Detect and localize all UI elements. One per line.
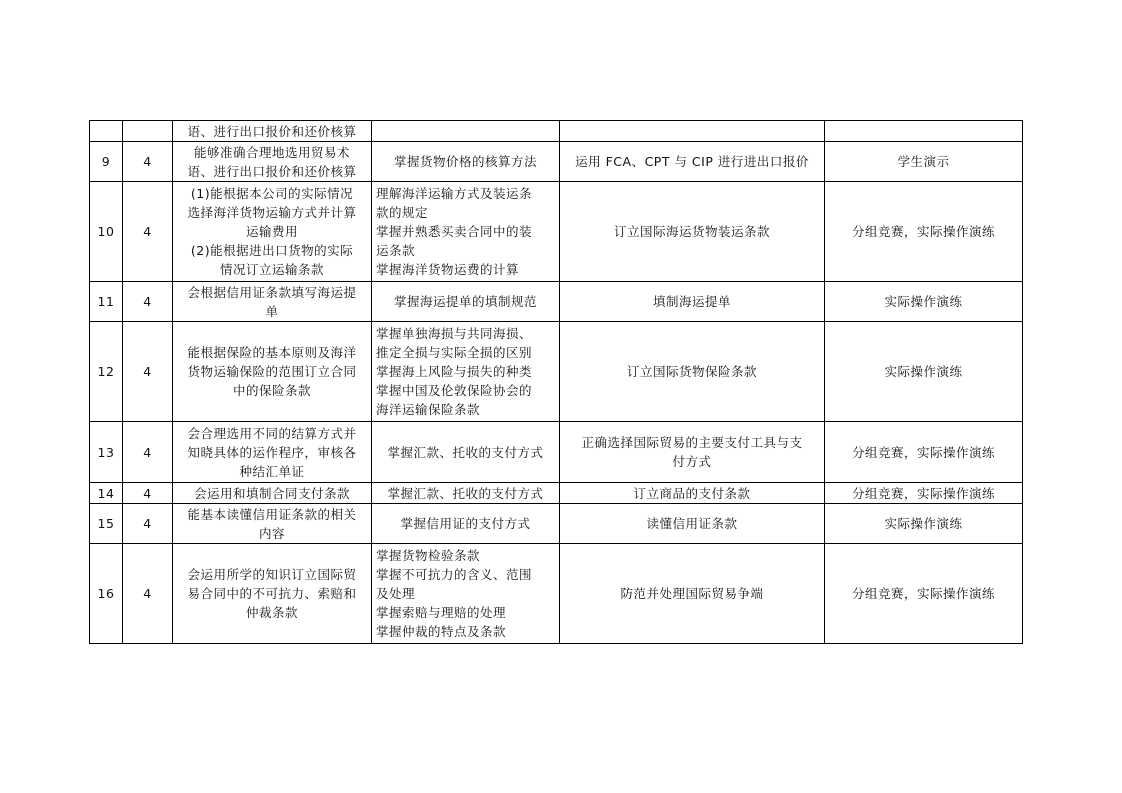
- knowledge-line: 运条款: [376, 243, 416, 258]
- method-cell: [825, 322, 1023, 422]
- project-line: 付方式: [672, 454, 712, 469]
- row-number: [90, 121, 123, 142]
- ability-line: 语、进行出口报价和还价核算: [187, 123, 357, 139]
- row-number: 15: [90, 504, 123, 544]
- ability-line: 能根据保险的基本原则及海洋: [187, 345, 357, 360]
- method-cell: [825, 483, 1023, 504]
- project-line: 订立国际海运货物装运条款: [613, 224, 770, 239]
- knowledge-cell: [372, 282, 560, 322]
- ability-line: (1)能根据本公司的实际情况: [190, 186, 354, 201]
- knowledge-cell: [372, 422, 560, 483]
- ability-line: (2)能根据进出口货物的实际: [190, 243, 354, 258]
- knowledge-line: 理解海洋运输方式及装运条: [376, 186, 533, 201]
- ability-line: 能基本读懂信用证条款的相关: [187, 506, 357, 522]
- method-line: 实际操作演练: [884, 294, 963, 309]
- ability-cell: [173, 544, 372, 644]
- method-line: 分组竞赛，实际操作演练: [851, 444, 995, 460]
- ability-line: 情况订立运输条款: [219, 262, 324, 277]
- table-row: [90, 121, 1023, 142]
- ability-cell: [173, 282, 372, 322]
- method-line: 分组竞赛，实际操作演练: [851, 586, 995, 601]
- knowledge-line: 掌握中国及伦敦保险协会的: [376, 383, 533, 398]
- ability-line: 运输费用: [245, 224, 298, 239]
- project-cell: [560, 483, 825, 504]
- ability-line: 会根据信用证条款填写海运提: [187, 284, 357, 300]
- ability-cell: [173, 483, 372, 504]
- knowledge-line: 掌握汇款、托收的支付方式: [387, 485, 544, 501]
- ability-cell: [173, 121, 372, 142]
- row-hours: 4: [123, 322, 173, 422]
- project-line: 填制海运提单: [652, 294, 731, 309]
- ability-line: 易合同中的不可抗力、索赔和: [187, 586, 357, 601]
- knowledge-line: 掌握索赔与理赔的处理: [376, 605, 507, 620]
- project-cell: [560, 544, 825, 644]
- method-line: 分组竞赛，实际操作演练: [851, 224, 995, 239]
- ability-line: 会合理选用不同的结算方式并: [187, 425, 357, 441]
- knowledge-cell: [372, 182, 560, 282]
- table-row: [90, 142, 1023, 182]
- table-row: [90, 504, 1023, 544]
- row-hours: 4: [123, 422, 173, 483]
- ability-line: 选择海洋货物运输方式并计算: [187, 205, 357, 220]
- knowledge-line: 掌握货物检验条款: [376, 548, 481, 563]
- project-line: 订立国际货物保险条款: [626, 364, 757, 379]
- ability-line: 能够准确合理地选用贸易术: [193, 144, 350, 160]
- ability-line: 会运用所学的知识订立国际贸: [187, 567, 357, 582]
- project-line: 订立商品的支付条款: [633, 485, 751, 501]
- knowledge-cell: [372, 121, 560, 142]
- project-cell: [560, 322, 825, 422]
- method-line: 实际操作演练: [884, 364, 963, 379]
- knowledge-line: 掌握不可抗力的含义、范围: [376, 567, 533, 582]
- ability-cell: [173, 142, 372, 182]
- row-hours: 4: [123, 182, 173, 282]
- knowledge-line: 掌握仲裁的特点及条款: [376, 624, 507, 639]
- project-line: 读懂信用证条款: [646, 516, 738, 531]
- row-hours: 4: [123, 142, 173, 182]
- knowledge-line: 掌握汇款、托收的支付方式: [387, 444, 544, 460]
- ability-cell: [173, 422, 372, 483]
- knowledge-line: 掌握海运提单的填制规范: [393, 294, 537, 309]
- table-row: [90, 322, 1023, 422]
- row-number: 16: [90, 544, 123, 644]
- table-row: [90, 544, 1023, 644]
- project-cell: [560, 182, 825, 282]
- project-cell: [560, 422, 825, 483]
- row-hours: 4: [123, 504, 173, 544]
- ability-line: 内容: [258, 525, 285, 541]
- row-hours: 4: [123, 544, 173, 644]
- ability-line: 单: [265, 303, 279, 319]
- table-row: [90, 483, 1023, 504]
- ability-line: 语、进行出口报价和还价核算: [187, 163, 357, 179]
- project-line: 防范并处理国际贸易争端: [620, 586, 764, 601]
- ability-line: 会运用和填制合同支付条款: [193, 485, 350, 501]
- row-hours: 4: [123, 282, 173, 322]
- knowledge-cell: [372, 483, 560, 504]
- row-number: 14: [90, 483, 123, 504]
- table-row: [90, 282, 1023, 322]
- row-number: 12: [90, 322, 123, 422]
- knowledge-line: 掌握单独海损与共同海损、: [376, 326, 533, 341]
- method-cell: [825, 422, 1023, 483]
- row-number: 13: [90, 422, 123, 483]
- knowledge-line: 掌握并熟悉买卖合同中的装: [376, 224, 533, 239]
- ability-line: 中的保险条款: [232, 383, 311, 398]
- method-cell: [825, 282, 1023, 322]
- row-number: 9: [90, 142, 123, 182]
- teaching-plan-table: [89, 120, 1023, 644]
- method-cell: [825, 544, 1023, 644]
- knowledge-line: 推定全损与实际全损的区别: [376, 345, 533, 360]
- ability-line: 仲裁条款: [245, 605, 298, 620]
- knowledge-cell: [372, 142, 560, 182]
- method-cell: [825, 121, 1023, 142]
- method-line: 分组竞赛，实际操作演练: [851, 485, 995, 501]
- knowledge-cell: [372, 544, 560, 644]
- row-hours: [123, 121, 173, 142]
- method-line: 实际操作演练: [884, 516, 963, 531]
- project-line: 运用 FCA、CPT 与 CIP 进行进出口报价: [575, 154, 809, 169]
- method-cell: [825, 182, 1023, 282]
- method-cell: [825, 504, 1023, 544]
- project-line: 正确选择国际贸易的主要支付工具与支: [581, 435, 803, 450]
- table-row: [90, 182, 1023, 282]
- project-cell: [560, 142, 825, 182]
- knowledge-line: 掌握海上风险与损失的种类: [376, 364, 533, 379]
- project-cell: [560, 121, 825, 142]
- project-cell: [560, 504, 825, 544]
- row-number: 10: [90, 182, 123, 282]
- knowledge-line: 海洋运输保险条款: [376, 402, 481, 417]
- ability-cell: [173, 504, 372, 544]
- ability-cell: [173, 182, 372, 282]
- table-row: [90, 422, 1023, 483]
- knowledge-line: 及处理: [376, 586, 416, 601]
- knowledge-cell: [372, 322, 560, 422]
- method-line: 学生演示: [897, 154, 950, 169]
- ability-cell: [173, 322, 372, 422]
- knowledge-line: 掌握信用证的支付方式: [400, 516, 531, 531]
- method-cell: [825, 142, 1023, 182]
- knowledge-line: 掌握海洋货物运费的计算: [376, 262, 520, 277]
- ability-line: 知晓具体的运作程序，审核各: [187, 444, 357, 460]
- knowledge-line: 款的规定: [376, 205, 429, 220]
- knowledge-cell: [372, 504, 560, 544]
- project-cell: [560, 282, 825, 322]
- knowledge-line: 掌握货物价格的核算方法: [393, 154, 537, 169]
- row-hours: 4: [123, 483, 173, 504]
- ability-line: 种结汇单证: [239, 463, 305, 479]
- row-number: 11: [90, 282, 123, 322]
- ability-line: 货物运输保险的范围订立合同: [187, 364, 357, 379]
